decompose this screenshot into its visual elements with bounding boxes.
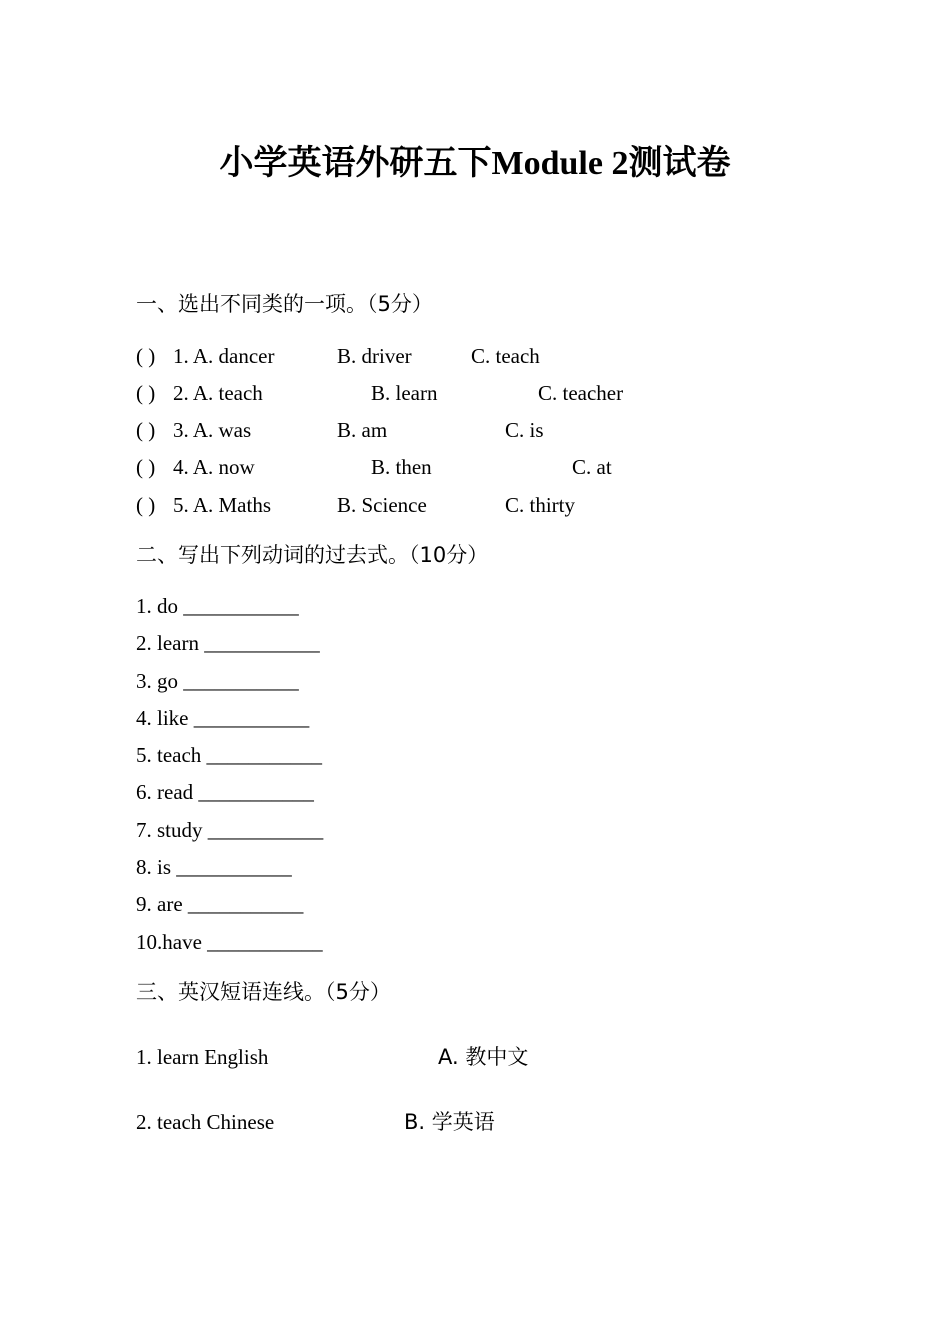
s3-left-2: 2. teach Chinese xyxy=(136,1110,275,1134)
section-3-heading: 三、英汉短语连线。（5分） xyxy=(136,980,391,1004)
s3-right-1: A. 教中文 xyxy=(438,1045,529,1069)
s1-q2-option-c: C. teacher xyxy=(538,381,624,405)
s1-q2-option-b: B. learn xyxy=(371,381,438,405)
s1-q1-option-b: B. driver xyxy=(337,344,412,368)
s2-item-4: 4. like ___________ xyxy=(136,706,310,730)
s1-q3-bracket: ( ) xyxy=(136,418,156,442)
s1-q2-option-a: 2. A. teach xyxy=(173,381,263,405)
s1-q1-option-a: 1. A. dancer xyxy=(173,344,275,368)
s2-item-3: 3. go ___________ xyxy=(136,669,299,693)
s2-item-8: 8. is ___________ xyxy=(136,855,292,879)
s1-q5-option-b: B. Science xyxy=(337,493,427,517)
page-title: 小学英语外研五下Module 2测试卷 xyxy=(219,145,731,182)
s2-item-1: 1. do ___________ xyxy=(136,594,299,618)
s2-item-5: 5. teach ___________ xyxy=(136,743,323,767)
s1-q4-bracket: ( ) xyxy=(136,455,156,479)
s3-right-2: B. 学英语 xyxy=(404,1110,495,1134)
s2-item-9: 9. are ___________ xyxy=(136,892,304,916)
s1-q5-option-a: 5. A. Maths xyxy=(173,493,272,517)
s1-q1-bracket: ( ) xyxy=(136,344,156,368)
s2-item-6: 6. read ___________ xyxy=(136,780,314,804)
s1-q3-option-b: B. am xyxy=(337,418,388,442)
s3-left-1: 1. learn English xyxy=(136,1045,269,1069)
s1-q5-option-c: C. thirty xyxy=(505,493,576,517)
section-1-heading: 一、选出不同类的一项。（5分） xyxy=(136,292,433,316)
s1-q1-option-c: C. teach xyxy=(471,344,540,368)
s1-q4-option-c: C. at xyxy=(572,455,612,479)
s1-q3-option-c: C. is xyxy=(505,418,544,442)
s2-item-7: 7. study ___________ xyxy=(136,818,324,842)
s1-q4-option-a: 4. A. now xyxy=(173,455,255,479)
s1-q4-option-b: B. then xyxy=(371,455,432,479)
s2-item-10: 10.have ___________ xyxy=(136,930,323,954)
s1-q3-option-a: 3. A. was xyxy=(173,418,252,442)
s2-item-2: 2. learn ___________ xyxy=(136,631,320,655)
s1-q5-bracket: ( ) xyxy=(136,493,156,517)
section-2-heading: 二、写出下列动词的过去式。（10分） xyxy=(136,543,489,567)
s1-q2-bracket: ( ) xyxy=(136,381,156,405)
